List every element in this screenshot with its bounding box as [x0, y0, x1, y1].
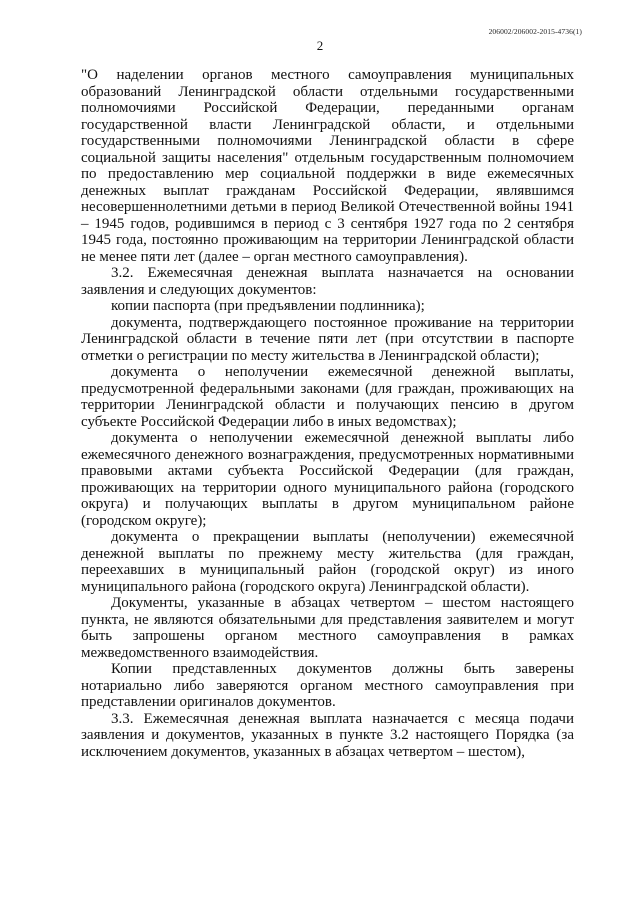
paragraph-law-reference: "О наделении органов местного самоуправления муниципальных образований Ленинградской области отдельными государственными полномочиями Российской Федерации, переданными органам государственной власти Ленинградской области, и отдельными государственными полномочиями Ленинградской области в сфере социальной защиты населения" отдельным государственным полномочием по предоставлению мер социальной поддержки в виде ежемесячных денежных выплат гражданам Российской Федерации, являвшимся несовершеннолетними детьми в период Великой Отечественной войны 1941 – 1945 годов, родившимся в период с 3 сентября 1927 года по 2 сентября 1945 года, постоянно проживающим на территории Ленинградской области не менее пяти лет (далее – орган местного самоуправления). [81, 67, 574, 265]
page-number: 2 [316, 38, 324, 53]
paragraph-certified-copies: Копии представленных документов должны быть заверены нотариально либо заверяются органом местного самоуправления при представлении оригиналов документов. [81, 661, 574, 710]
paragraph-3-2: 3.2. Ежемесячная денежная выплата назначается на основании заявления и следующих документов: [81, 265, 574, 298]
list-item-federal-payment-document: документа о неполучении ежемесячной денежной выплаты, предусмотренной федеральными законами (для граждан, проживающих на территории Ленинградской области и получающих пенсию в другом субъекте Российской Федерации либо в иных ведомствах); [81, 364, 574, 430]
document-id: 206002/206002-2015-4736(1) [488, 27, 582, 36]
paragraph-optional-documents: Документы, указанные в абзацах четвертом – шестом настоящего пункта, не являются обязательными для представления заявителем и могут быть запрошены органом местного самоуправления в рамках межведомственного взаимодействия. [81, 595, 574, 661]
list-item-regional-payment-document: документа о неполучении ежемесячной денежной выплаты либо ежемесячного денежного вознаграждения, предусмотренных нормативными правовыми актами субъекта Российской Федерации (для граждан, проживающих на территории одного муниципального района (городского округа) и получающих выплаты в другом муниципальном районе (городском округе); [81, 430, 574, 529]
list-item-termination-document: документа о прекращении выплаты (неполучении) ежемесячной денежной выплаты по прежнему месту жительства (для граждан, переехавших в муниципальный район (городской округ) из иного муниципального района (городского округа) Ленинградской области). [81, 529, 574, 595]
document-body [81, 67, 574, 760]
paragraph-3-3: 3.3. Ежемесячная денежная выплата назначается с месяца подачи заявления и документов, указанных в пункте 3.2 настоящего Порядка (за исключением документов, указанных в абзацах четвертом – шестом), [81, 710, 574, 760]
list-item-passport-copy: копии паспорта (при предъявлении подлинника); [111, 298, 425, 314]
list-item-residence-document: документа, подтверждающего постоянное проживание на территории Ленинградской области в течение пяти лет (при отсутствии в паспорте отметки о регистрации по месту жительства в Ленинградской области); [81, 314, 574, 364]
